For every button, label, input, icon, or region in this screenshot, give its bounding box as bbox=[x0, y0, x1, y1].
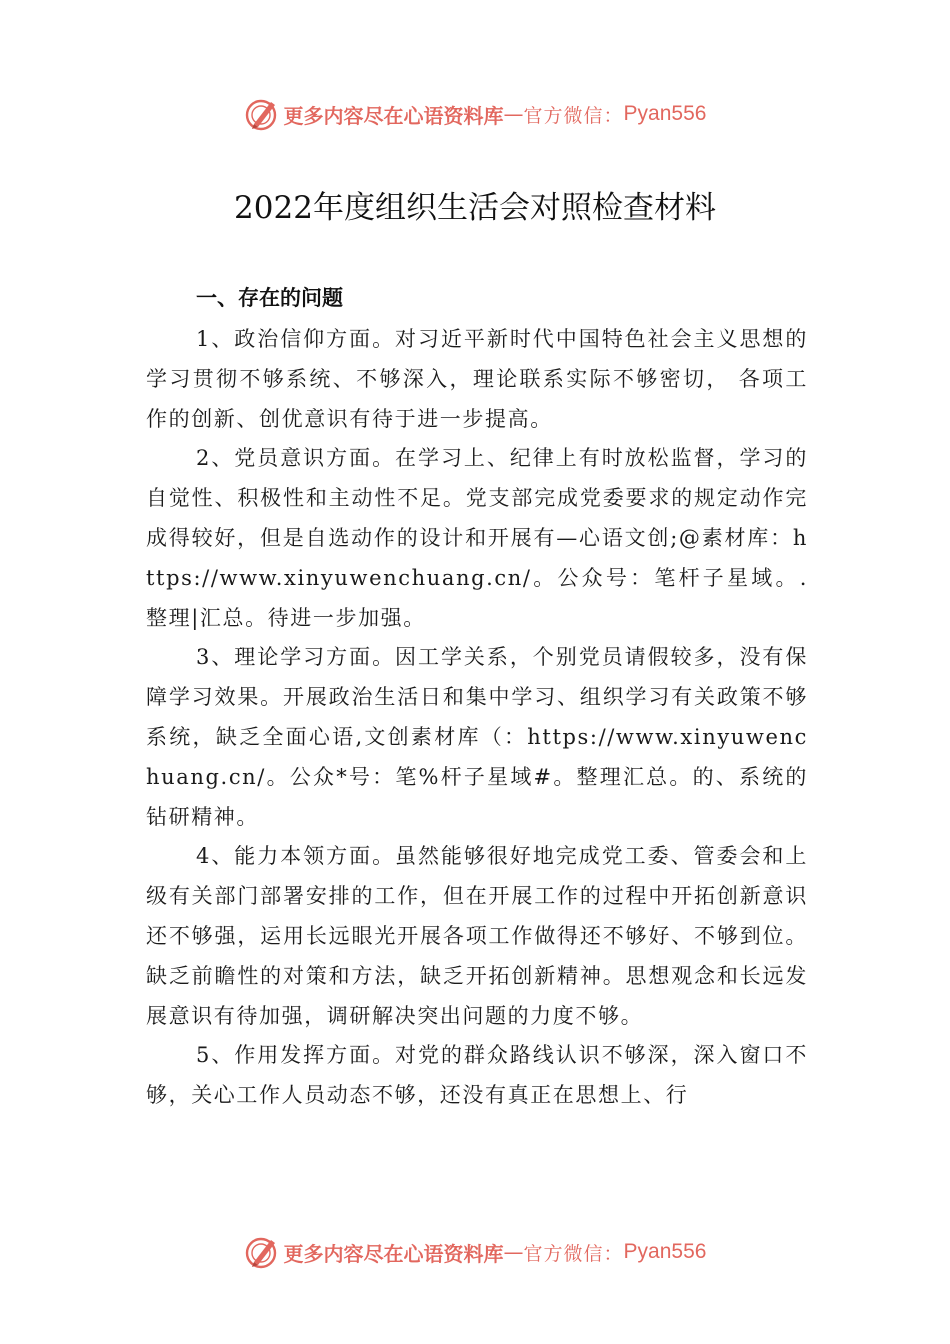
watermark-separator: — bbox=[503, 102, 524, 126]
paragraph-political-belief: 1、政治信仰方面。对习近平新时代中国特色社会主义思想的学习贯彻不够系统、不够深入，理论联系实际不够密切， 各项工作的创新、创优意识有待于进一步提高。 bbox=[146, 327, 808, 431]
watermark-separator: — bbox=[503, 1240, 524, 1264]
header-watermark bbox=[0, 94, 950, 134]
watermark-wechat-label: 官方微信： bbox=[523, 104, 624, 127]
watermark-wechat-id: Pyan556 bbox=[623, 102, 707, 125]
document-body bbox=[146, 320, 808, 1116]
paragraph-theory-study: 3、理论学习方面。因工学关系，个别党员请假较多，没有保障学习效果。开展政治生活日和集中学习、组织学习有关政策不够系统，缺乏全面心语,文创素材库（：https://www.xinyuwenchuang.cn/。公众*号：笔%杆子星域#。整理汇总。的、系统的钻研精神。 bbox=[146, 645, 808, 829]
pen-in-circle-icon bbox=[244, 1234, 280, 1270]
footer-watermark bbox=[0, 1232, 950, 1272]
paragraph-party-awareness: 2、党员意识方面。在学习上、纪律上有时放松监督，学习的自觉性、积极性和主动性不足。党支部完成党委要求的规定动作完成得较好，但是自选动作的设计和开展有—心语文创;@素材库：https://www.xinyuwenchuang.cn/。公众号：笔杆子星域。.整理|汇总。待进一步加强。 bbox=[146, 446, 808, 630]
pen-in-circle-icon bbox=[244, 96, 280, 132]
watermark-text: 更多内容尽在心语资料库 bbox=[283, 1241, 504, 1266]
document-title: 2022年度组织生活会对照检查材料 bbox=[234, 190, 716, 226]
section-heading: 一、存在的问题 bbox=[196, 286, 343, 310]
paragraph-role: 5、作用发挥方面。对党的群众路线认识不够深，深入窗口不够，关心工作人员动态不够，还没有真正在思想上、行 bbox=[146, 1043, 808, 1108]
watermark-wechat-id: Pyan556 bbox=[623, 1240, 707, 1263]
paragraph-ability: 4、能力本领方面。虽然能够很好地完成党工委、管委会和上级有关部门部署安排的工作，但在开展工作的过程中开拓创新意识还不够强，运用长远眼光开展各项工作做得还不够好、不够到位。缺乏前瞻性的对策和方法，缺乏开拓创新精神。思想观念和长远发展意识有待加强，调研解决突出问题的力度不够。 bbox=[146, 844, 808, 1028]
watermark-text: 更多内容尽在心语资料库 bbox=[283, 103, 504, 128]
watermark-wechat-label: 官方微信： bbox=[523, 1242, 624, 1265]
